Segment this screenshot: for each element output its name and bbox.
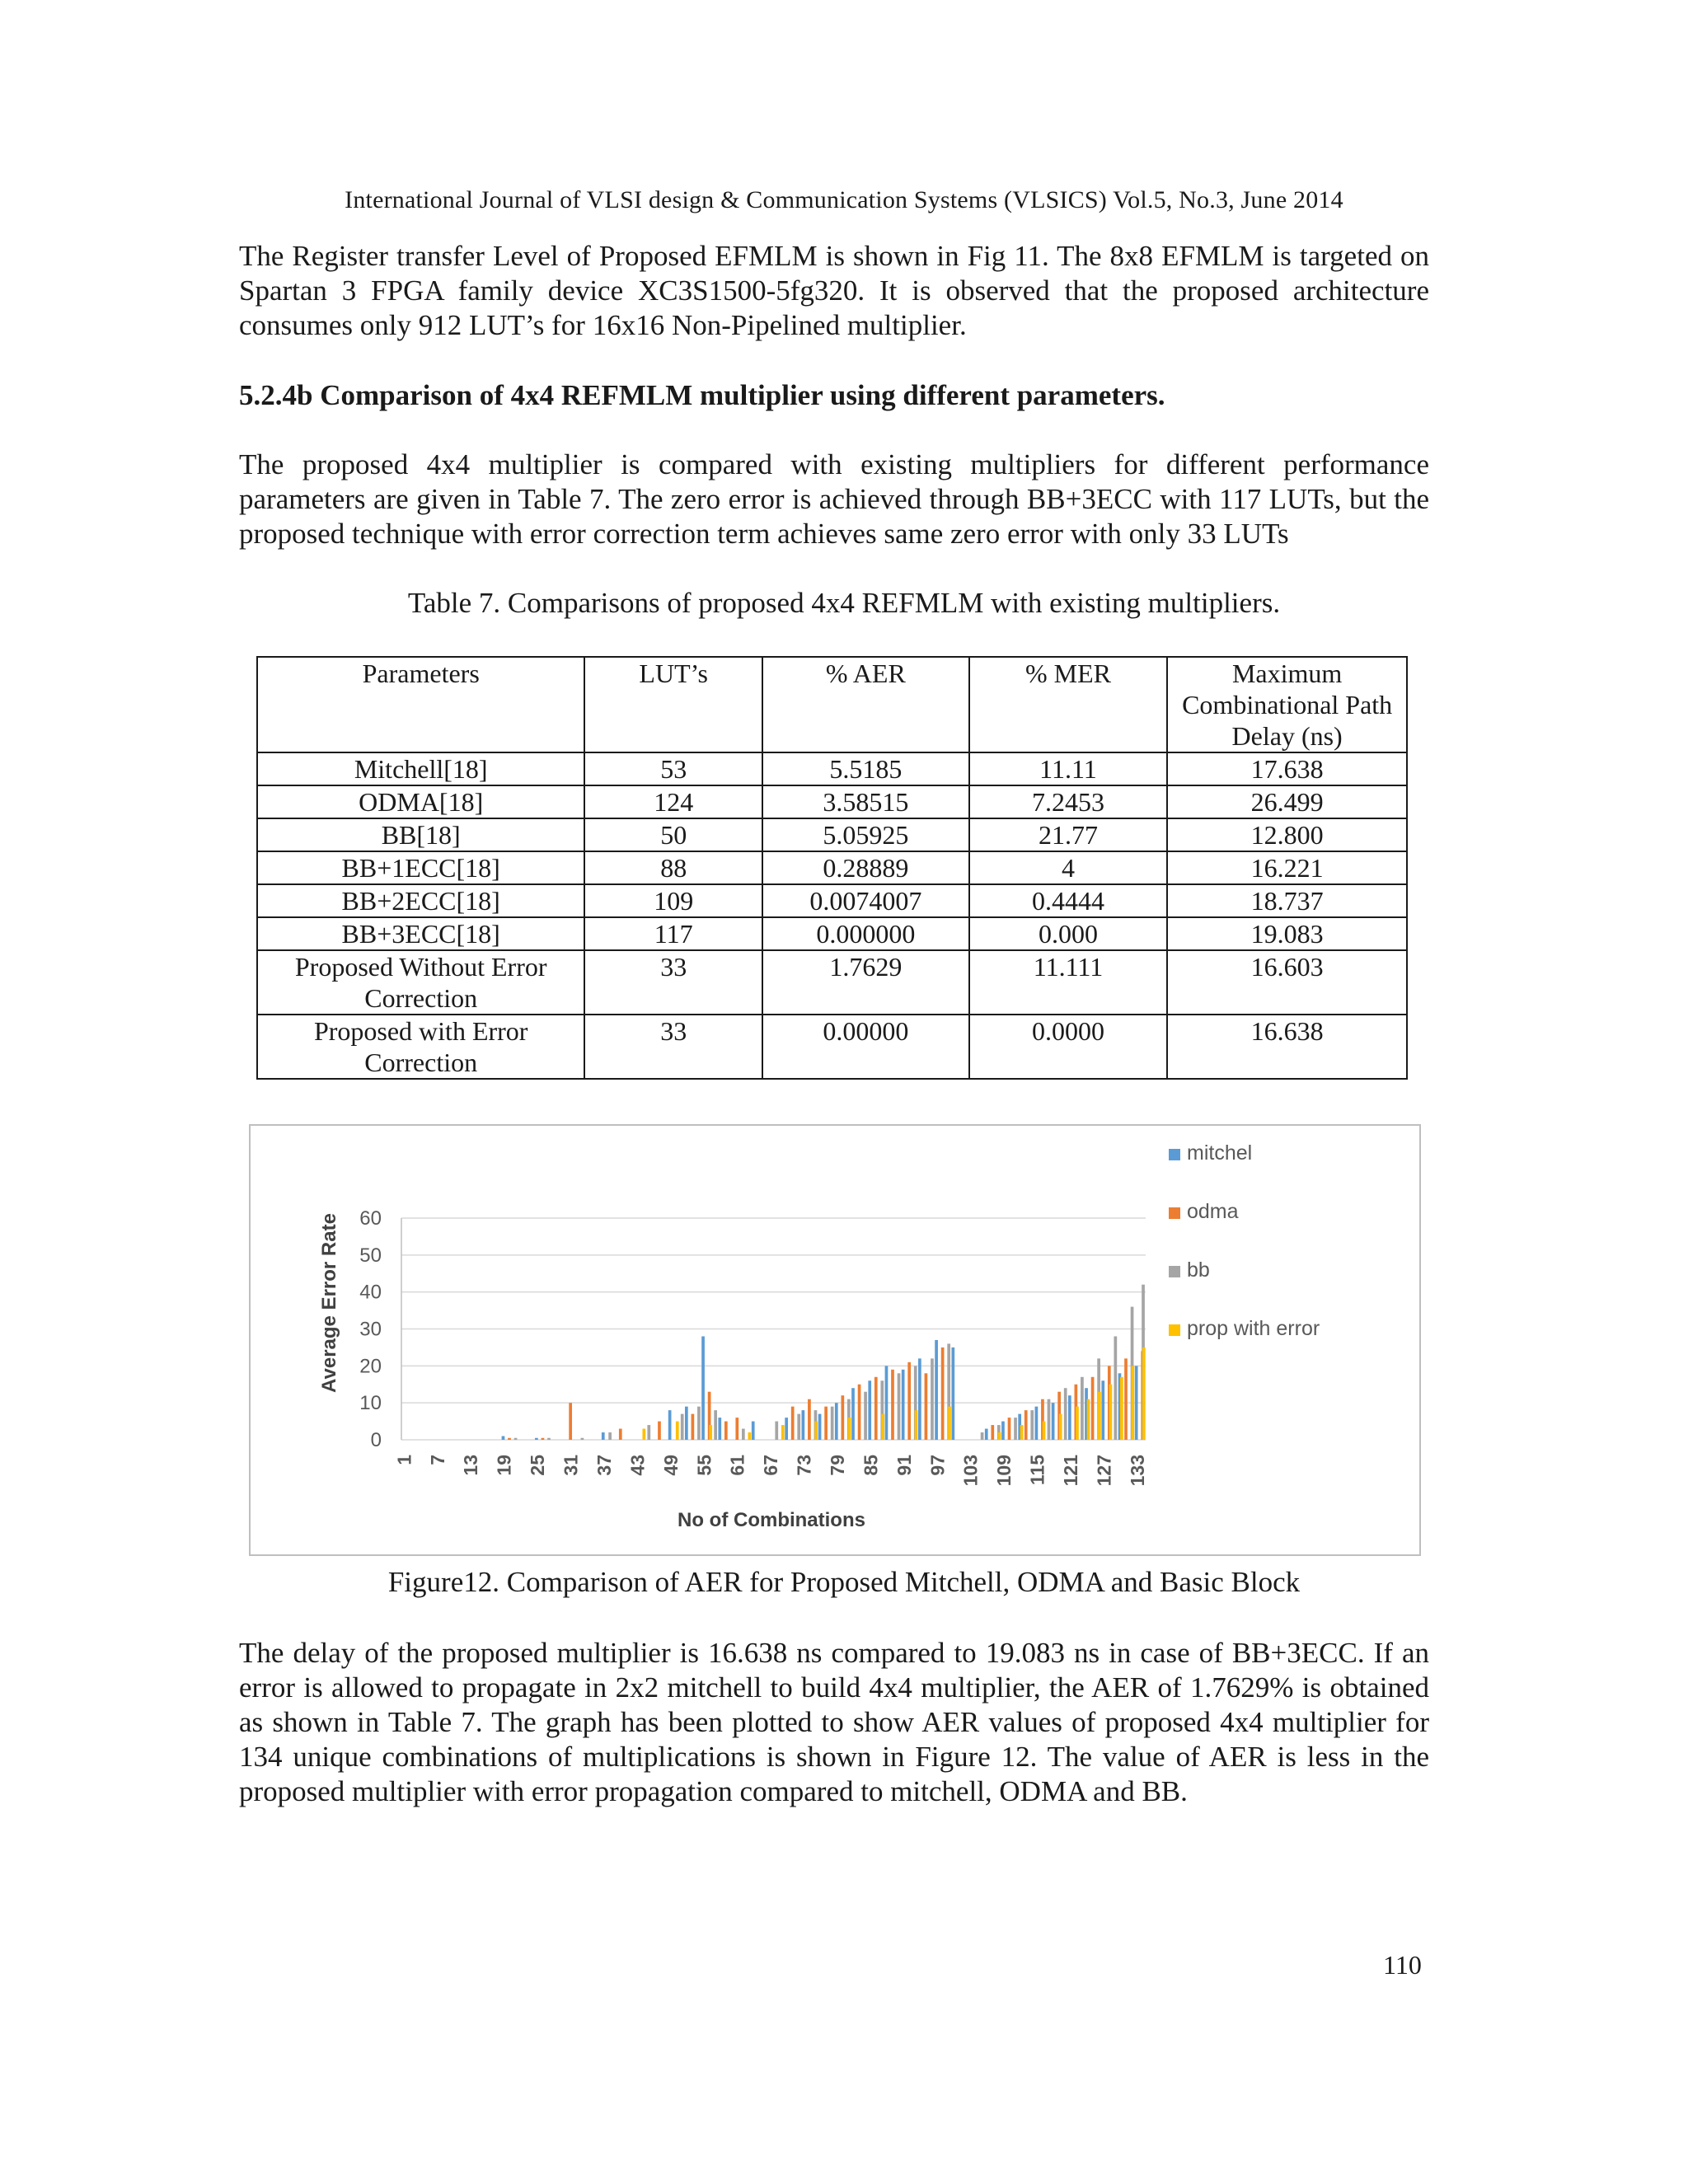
- bar: [885, 1366, 889, 1440]
- bar: [1142, 1347, 1146, 1440]
- table-cell: 16.221: [1167, 851, 1407, 884]
- table-cell: 50: [584, 818, 762, 851]
- x-tick-label: 91: [893, 1455, 915, 1476]
- y-tick-label: 30: [359, 1318, 382, 1341]
- table-cell: 12.800: [1167, 818, 1407, 851]
- table-cell: 53: [584, 752, 762, 785]
- bar: [808, 1399, 811, 1440]
- bar: [881, 1414, 884, 1440]
- x-tick-label: 37: [593, 1455, 615, 1476]
- bar: [685, 1407, 688, 1440]
- bar: [1124, 1358, 1128, 1440]
- x-tick-label: 85: [860, 1455, 882, 1476]
- bar: [907, 1362, 911, 1440]
- bar: [535, 1438, 538, 1440]
- bar: [898, 1373, 901, 1440]
- table-cell: 3.58515: [762, 785, 969, 818]
- bar: [951, 1347, 954, 1440]
- x-tick-label: 79: [826, 1455, 848, 1476]
- bar: [868, 1380, 871, 1440]
- bar: [602, 1432, 605, 1440]
- bar: [902, 1370, 905, 1440]
- legend-label: odma: [1187, 1200, 1239, 1223]
- bar: [647, 1425, 650, 1440]
- bar: [1114, 1336, 1117, 1440]
- bar: [724, 1422, 728, 1440]
- comparison-table: [256, 656, 1408, 1080]
- table-row: [257, 950, 1407, 1015]
- y-tick-label: 40: [359, 1281, 382, 1304]
- y-tick-label: 10: [359, 1392, 382, 1415]
- bar: [1081, 1377, 1084, 1440]
- bar: [1014, 1418, 1017, 1440]
- bar: [1035, 1407, 1039, 1440]
- bar: [701, 1336, 705, 1440]
- bar: [835, 1403, 838, 1440]
- table-cell: 109: [584, 884, 762, 917]
- bar: [1120, 1377, 1123, 1440]
- x-tick-label: 7: [426, 1455, 448, 1465]
- header-parameters: Parameters: [257, 657, 584, 752]
- legend-swatch: [1169, 1207, 1180, 1219]
- bar: [1068, 1395, 1071, 1440]
- bar: [931, 1358, 934, 1440]
- x-tick-label: 97: [926, 1455, 949, 1476]
- header-mer: % MER: [969, 657, 1168, 752]
- chart-bars: [502, 1285, 1146, 1440]
- table-cell: Proposed Without Error Correction: [257, 950, 584, 1015]
- table-row: [257, 785, 1407, 818]
- x-tick-label: 121: [1060, 1455, 1082, 1487]
- bar: [841, 1395, 844, 1440]
- legend-swatch: [1169, 1149, 1180, 1160]
- bar: [1008, 1418, 1011, 1440]
- table-cell: 5.5185: [762, 752, 969, 785]
- bar: [1043, 1422, 1046, 1440]
- bar: [998, 1432, 1001, 1440]
- table-cell: 0.28889: [762, 851, 969, 884]
- bar: [752, 1422, 755, 1440]
- table-cell: 16.603: [1167, 950, 1407, 1015]
- table-cell: 18.737: [1167, 884, 1407, 917]
- bar: [619, 1429, 622, 1440]
- bar: [735, 1418, 738, 1440]
- bar: [981, 1432, 984, 1440]
- table-cell: 7.2453: [969, 785, 1168, 818]
- bar: [874, 1377, 878, 1440]
- bar: [1030, 1410, 1034, 1440]
- chart-svg: [251, 1126, 1419, 1554]
- bar: [948, 1407, 951, 1440]
- table-row: [257, 884, 1407, 917]
- bar: [608, 1432, 612, 1440]
- bar: [697, 1407, 701, 1440]
- bar: [797, 1414, 800, 1440]
- bar: [1135, 1366, 1138, 1440]
- bar: [941, 1347, 945, 1440]
- bar: [1098, 1392, 1101, 1440]
- bar: [791, 1407, 795, 1440]
- bar: [915, 1410, 918, 1440]
- x-tick-label: 43: [626, 1455, 649, 1476]
- chart-legend: [1169, 1141, 1320, 1340]
- y-tick-label: 20: [359, 1355, 382, 1378]
- bar: [1131, 1366, 1134, 1440]
- table-cell: 17.638: [1167, 752, 1407, 785]
- x-tick-label: 49: [659, 1455, 682, 1476]
- bar: [1064, 1388, 1067, 1440]
- bar: [851, 1388, 855, 1440]
- table-cell: BB+2ECC[18]: [257, 884, 584, 917]
- table-cell: 0.000000: [762, 917, 969, 950]
- x-tick-label: 73: [793, 1455, 815, 1476]
- legend-swatch: [1169, 1266, 1180, 1277]
- y-tick-label: 50: [359, 1244, 382, 1267]
- bar: [658, 1422, 661, 1440]
- bar: [925, 1373, 928, 1440]
- table-body: [257, 752, 1407, 1079]
- bar: [681, 1414, 684, 1440]
- table-cell: ODMA[18]: [257, 785, 584, 818]
- chart-gridlines: [401, 1218, 1146, 1440]
- bar: [1025, 1410, 1028, 1440]
- table-cell: 5.05925: [762, 818, 969, 851]
- bar: [1048, 1399, 1051, 1440]
- bar: [1087, 1399, 1090, 1440]
- table-cell: 0.4444: [969, 884, 1168, 917]
- x-tick-label: 25: [527, 1455, 549, 1476]
- aer-chart: [249, 1124, 1421, 1556]
- bar: [1020, 1425, 1024, 1440]
- bar: [802, 1410, 805, 1440]
- table-cell: 0.0074007: [762, 884, 969, 917]
- bar: [824, 1407, 828, 1440]
- bar: [781, 1425, 785, 1440]
- bar: [1101, 1380, 1104, 1440]
- header-luts: LUT’s: [584, 657, 762, 752]
- bar: [668, 1410, 672, 1440]
- x-tick-label: 133: [1126, 1455, 1148, 1487]
- bar: [918, 1358, 921, 1440]
- bar: [714, 1410, 717, 1440]
- bar: [1091, 1377, 1095, 1440]
- table-row: [257, 917, 1407, 950]
- bar: [818, 1414, 822, 1440]
- bar: [864, 1392, 867, 1440]
- comparison-paragraph: The proposed 4x4 multiplier is compared with existing multipliers for different performance parameters are given in Table 7. The zero error is achieved through BB+3ECC with 117 LUTs, but the proposed technique with error correction term achieves same zero error with only 33 LUTs: [239, 448, 1429, 550]
- bar: [692, 1414, 695, 1440]
- table-row: [257, 752, 1407, 785]
- table-header-row: [257, 657, 1407, 752]
- legend-label: prop with error: [1187, 1317, 1320, 1340]
- y-tick-label: 60: [359, 1207, 382, 1230]
- x-tick-label: 19: [493, 1455, 515, 1476]
- legend-label: bb: [1187, 1258, 1210, 1282]
- bar: [891, 1370, 894, 1440]
- x-tick-label: 61: [726, 1455, 748, 1476]
- table-cell: 4: [969, 851, 1168, 884]
- table-row: [257, 818, 1407, 851]
- bar: [569, 1403, 572, 1440]
- bar: [991, 1425, 994, 1440]
- x-tick-label: 13: [460, 1455, 482, 1476]
- x-tick-label: 127: [1093, 1455, 1115, 1487]
- bar: [542, 1438, 545, 1440]
- x-tick-label: 67: [760, 1455, 782, 1476]
- bar: [742, 1429, 745, 1440]
- bar: [785, 1418, 788, 1440]
- legend-swatch: [1169, 1324, 1180, 1336]
- bar: [1059, 1414, 1062, 1440]
- intro-paragraph: The Register transfer Level of Proposed EFMLM is shown in Fig 11. The 8x8 EFMLM is targeted on Spartan 3 FPGA family device XC3S1500-5fg320. It is observed that the proposed architecture consumes only 912 LUT’s for 16x16 Non-Pipelined multiplier.: [239, 240, 1429, 341]
- bar: [502, 1436, 505, 1440]
- table-cell: BB[18]: [257, 818, 584, 851]
- chart-y-label: Average Error Rate: [318, 1213, 340, 1393]
- table-row: [257, 1015, 1407, 1079]
- bar: [676, 1422, 679, 1440]
- bar: [709, 1425, 712, 1440]
- closing-paragraph: The delay of the proposed multiplier is 16.638 ns compared to 19.083 ns in case of BB+3ECC. If an error is allowed to propagate in 2x2 mitchell to build 4x4 multiplier, the AER of 1.7629% is obtained as shown in Table 7. The graph has been plotted to show AER values of proposed 4x4 multiplier for 134 unique combinations of multiplications is shown in Figure 12. The value of AER is less in the proposed multiplier with error propagation compared to mitchell, ODMA and BB.: [239, 1637, 1429, 1807]
- table-cell: 88: [584, 851, 762, 884]
- bar: [985, 1429, 988, 1440]
- bar: [848, 1418, 851, 1440]
- bar: [1052, 1403, 1055, 1440]
- table-cell: 33: [584, 1015, 762, 1079]
- table-cell: 16.638: [1167, 1015, 1407, 1079]
- table-cell: BB+1ECC[18]: [257, 851, 584, 884]
- table-cell: 21.77: [969, 818, 1168, 851]
- x-tick-label: 103: [959, 1455, 982, 1487]
- x-tick-label: 55: [693, 1455, 715, 1476]
- bar: [1076, 1407, 1079, 1440]
- table-cell: 11.111: [969, 950, 1168, 1015]
- bar: [748, 1432, 752, 1440]
- x-tick-label: 109: [993, 1455, 1015, 1487]
- bar: [775, 1422, 778, 1440]
- bar: [935, 1340, 938, 1440]
- chart-y-ticks: [359, 1207, 382, 1451]
- bar: [547, 1438, 551, 1440]
- table-cell: 1.7629: [762, 950, 969, 1015]
- header-delay: Maximum Combinational Path Delay (ns): [1167, 657, 1407, 752]
- bar: [831, 1407, 834, 1440]
- table-cell: Proposed with Error Correction: [257, 1015, 584, 1079]
- header-aer: % AER: [762, 657, 969, 752]
- bar: [514, 1438, 518, 1440]
- bar: [718, 1418, 721, 1440]
- table-cell: BB+3ECC[18]: [257, 917, 584, 950]
- bar: [1001, 1422, 1005, 1440]
- table-cell: 0.000: [969, 917, 1168, 950]
- bar: [858, 1385, 861, 1440]
- bar: [581, 1438, 584, 1440]
- table-cell: 26.499: [1167, 785, 1407, 818]
- y-tick-label: 0: [370, 1429, 382, 1451]
- bar: [642, 1429, 645, 1440]
- table-caption: Table 7. Comparisons of proposed 4x4 REFMLM with existing multipliers.: [407, 587, 1281, 619]
- legend-label: mitchel: [1187, 1141, 1253, 1165]
- page-number: 110: [1383, 1950, 1422, 1980]
- table-cell: 0.0000: [969, 1015, 1168, 1079]
- table-cell: Mitchell[18]: [257, 752, 584, 785]
- table-cell: 33: [584, 950, 762, 1015]
- x-tick-label: 31: [560, 1455, 582, 1476]
- section-heading: 5.2.4b Comparison of 4x4 REFMLM multiplier using different parameters.: [239, 379, 1165, 411]
- bar: [1109, 1385, 1113, 1440]
- table-cell: 19.083: [1167, 917, 1407, 950]
- bar: [508, 1438, 511, 1440]
- x-tick-label: 115: [1026, 1455, 1048, 1486]
- table-cell: 117: [584, 917, 762, 950]
- bar: [814, 1422, 818, 1440]
- x-tick-label: 1: [393, 1455, 415, 1465]
- table-cell: 0.00000: [762, 1015, 969, 1079]
- table-row: [257, 851, 1407, 884]
- table-cell: 11.11: [969, 752, 1168, 785]
- table-cell: 124: [584, 785, 762, 818]
- figure-caption: Figure12. Comparison of AER for Proposed Mitchell, ODMA and Basic Block: [387, 1566, 1301, 1598]
- journal-header: International Journal of VLSI design & Communication Systems (VLSICS) Vol.5, No.3, June 2014: [345, 186, 1343, 213]
- chart-x-label: No of Combinations: [678, 1509, 865, 1531]
- chart-x-ticks: [393, 1455, 1148, 1487]
